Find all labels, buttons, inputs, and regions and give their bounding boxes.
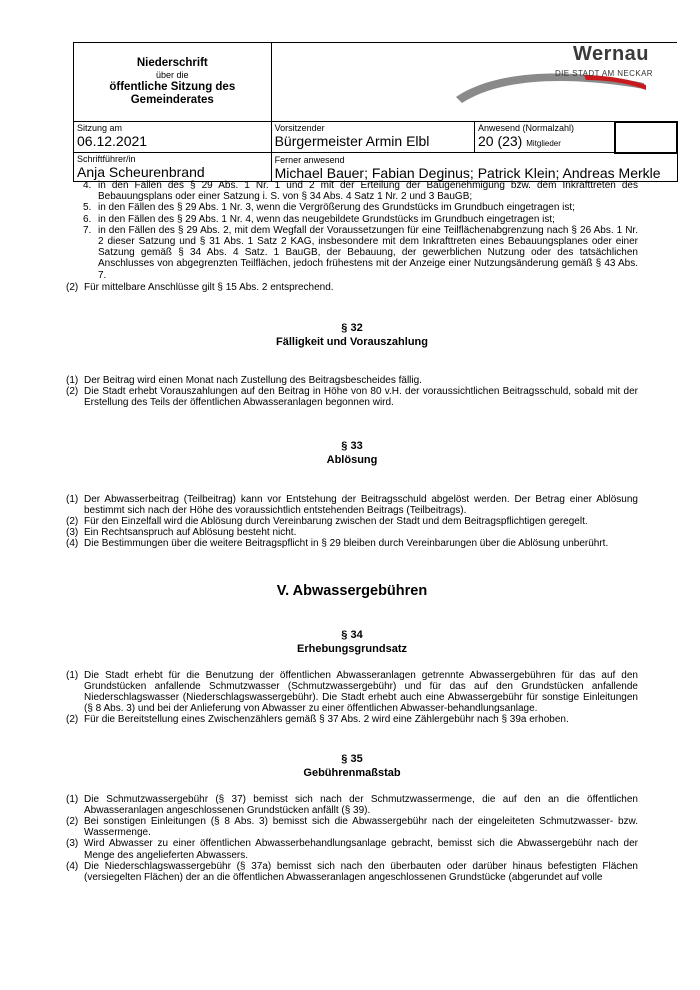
item-number: 6.	[83, 213, 92, 225]
item-number: 7.	[83, 224, 92, 236]
list-item	[66, 214, 638, 225]
item-text: Für den Einzelfall wird die Ablösung durch Vereinbarung zwischen der Stadt und dem Beitragspflichtigen geregelt.	[84, 516, 588, 528]
item-number: (3)	[66, 838, 79, 850]
item-number: (2)	[66, 714, 79, 726]
list-item	[66, 861, 638, 883]
item-text: Wird Abwasser zu einer öffentlichen Abwasserbehandlungsanlage gebracht, bemisst sich die Abwassergebühr nach der Menge des angelieferten Abwassers.	[84, 838, 638, 861]
item-text: in den Fällen des § 29 Abs. 2, mit dem Wegfall der Voraussetzungen für eine Teilflächenabgrenzung nach § 26 Abs. 1 Nr. 2 dieser Satzung und § 31 Abs. 1 Satz 2 KAG, insbesondere mit dem Inkrafttreten eines Bebauungsplanes oder einer Satzung gemäß § 34 Abs. 4 Satz. 1 BauGB, der Bebauung, der gewerblichen Nutzung oder des tatsächlichen Anschlusses von abgegrenzten Teilflächen, jedoch frühestens mit der Anzeige einer Nutzungsänderung gemäß § 43 Abs. 7.	[98, 224, 638, 281]
item-number: (1)	[66, 375, 79, 387]
item-text: Der Beitrag wird einen Monat nach Zustellung des Beitragsbescheides fällig.	[84, 375, 422, 387]
document-body	[66, 180, 638, 883]
list-item	[66, 180, 638, 202]
section-35-title: Gebührenmaßstab	[303, 766, 401, 779]
logo-swoosh-icon	[454, 61, 654, 105]
anwesend-cell	[474, 122, 614, 153]
anwesend-label: Anwesend (Normalzahl)	[477, 123, 575, 133]
section-35-number: § 35	[341, 752, 363, 765]
minutes-title-block	[74, 43, 272, 122]
list-item	[66, 816, 638, 838]
logo-block	[271, 43, 677, 122]
item-text: in den Fällen des § 29 Abs. 1 Nr. 3, wenn die Vergrößerung des Grundstücks im Grundbuch eingetragen ist;	[98, 202, 575, 214]
vorsitz-cell	[271, 122, 474, 153]
minutes-header-table	[73, 42, 678, 182]
title-line-2: über die	[156, 70, 189, 80]
item-text: Der Abwasserbeitrag (Teilbeitrag) kann vor Entstehung der Beitragsschuld abgelöst werden. Der Betrag einer Ablösung bestimmt sich nach der Höhe des voraussichtlich entstehenden Beitrags (Teilbeitrags).	[84, 493, 638, 516]
list-item	[66, 282, 638, 293]
item-number: (3)	[66, 527, 79, 539]
section-34-number: § 34	[341, 628, 363, 641]
section-32-title: Fälligkeit und Vorauszahlung	[276, 336, 428, 349]
title-line-3: öffentliche Sitzung des	[109, 81, 236, 93]
ferner-value: Michael Bauer; Fabian Deginus; Patrick Klein; Andreas Merkle	[274, 164, 661, 181]
item-text: Bei sonstigen Einleitungen (§ 8 Abs. 3) bemisst sich die Abwassergebühr nach der eingeleiteten Schmutzwasser- bzw. Wassermenge.	[84, 816, 638, 839]
item-number: (2)	[66, 516, 79, 528]
vorsitz-value: Bürgermeister Armin Elbl	[274, 133, 430, 149]
item-number: (2)	[66, 816, 79, 828]
sitzung-date: 06.12.2021	[77, 133, 148, 149]
section-32-number: § 32	[341, 322, 363, 335]
list-item	[66, 714, 638, 725]
list-item	[66, 527, 638, 538]
list-item	[66, 838, 638, 860]
section-34-title: Erhebungsgrundsatz	[296, 642, 407, 655]
anwesend-count: 20 (23)	[477, 133, 523, 149]
section-33-title: Ablösung	[326, 453, 378, 466]
list-item	[66, 202, 638, 213]
list-item	[66, 670, 638, 715]
item-number: (2)	[66, 386, 79, 398]
item-text: in den Fällen des § 29 Abs. 1 Nr. 4, wenn das neugebildete Grundstücks im Grundbuch eingetragen ist;	[98, 213, 555, 225]
item-text: Die Stadt erhebt für die Benutzung der öffentlichen Abwasseranlagen getrennte Abwassergebühren für das auf den Grundstücken anfallende Schmutzwasser (Schmutzwassergebühr) und für das auf den Grundstücken anfallende Niederschlagswasser (Niederschlagswassergebühr). Die Stadt erhebt auch eine Abwassergebühr für sonstige Einleitungen (§ 8 Abs. 3) und bei der Anlieferung von Abwasser zu einer öffentlichen Abwasser-behandlungsanlage.	[84, 669, 638, 715]
item-number: (1)	[66, 669, 79, 681]
vorsitz-label: Vorsitzender	[274, 123, 325, 133]
item-number: (1)	[66, 493, 79, 505]
logo-tagline: DIE STADT AM NECKAR	[555, 69, 653, 78]
item-text: Für mittelbare Anschlüsse gilt § 15 Abs. 2 entsprechend.	[84, 281, 334, 293]
item-text: Für die Bereitstellung eines Zwischenzählers gemäß § 37 Abs. 2 wird eine Zählergebühr nach § 39a erhoben.	[84, 714, 569, 726]
ferner-label: Ferner anwesend	[274, 154, 345, 165]
list-item	[66, 494, 638, 516]
item-text: Die Bestimmungen über die weitere Beitragspflicht in § 29 bleiben durch Vereinbarungen über die Ablösung unberührt.	[84, 538, 609, 550]
list-item	[66, 794, 638, 816]
item-number: 5.	[83, 202, 92, 214]
list-item	[66, 386, 638, 408]
schrift-value: Anja Scheurenbrand	[77, 164, 205, 180]
anwesend-suffix: Mitglieder	[526, 139, 561, 148]
item-number: (4)	[66, 860, 79, 872]
item-text: Die Stadt erhebt Vorauszahlungen auf den Beitrag in Höhe von 80 v.H. der voraussichtlichen Beitragsschuld, sobald mit der Erstellung des Teils der öffentlichen Abwasseranlagen begonnen wird.	[84, 386, 638, 409]
ferner-cell	[271, 153, 677, 182]
list-item	[66, 538, 638, 549]
list-item	[66, 516, 638, 527]
title-line-1: Niederschrift	[136, 57, 208, 69]
item-text: Die Schmutzwassergebühr (§ 37) bemisst sich nach der Schmutzwassermenge, die auf den an die öffentlichen Abwasseranlagen angeschlossenen Grundstücken anfällt (§ 39).	[84, 793, 638, 816]
section-33-number: § 33	[341, 439, 363, 452]
sitzung-label: Sitzung am	[77, 123, 123, 133]
list-item	[66, 225, 638, 281]
schrift-label: Schriftführer/in	[77, 154, 136, 164]
anwesend-value	[478, 133, 611, 152]
schrift-cell	[74, 153, 272, 182]
item-text: Die Niederschlagswassergebühr (§ 37a) bemisst sich nach den überbauten oder darüber hinaus befestigten Flächen (versiegelten Flächen) der an die öffentlichen Abwasseranlagen angeschlossenen Grundstücke (abgerundet auf volle	[84, 860, 638, 884]
item-number: 4.	[83, 180, 92, 191]
sitzung-cell	[74, 122, 272, 153]
item-number: (2)	[66, 281, 79, 293]
logo-wordmark: Wernau	[573, 43, 649, 65]
item-number: (1)	[66, 793, 79, 805]
part-heading: V. Abwassergebühren	[276, 582, 428, 599]
title-line-4: Gemeinderates	[130, 94, 214, 106]
list-item	[66, 375, 638, 386]
item-text: in den Fällen des § 29 Abs. 1 Nr. 1 und 2 mit der Erteilung der Baugenehmigung bzw. dem Inkrafttreten des Bebauungsplans oder einer Satzung i. S. von § 34 Abs. 4 Satz 1 Nr. 2 und 3 BauGB;	[98, 180, 638, 203]
item-number: (4)	[66, 538, 79, 550]
empty-box-cell	[615, 122, 677, 153]
item-text: Ein Rechtsanspruch auf Ablösung besteht nicht.	[84, 527, 297, 539]
